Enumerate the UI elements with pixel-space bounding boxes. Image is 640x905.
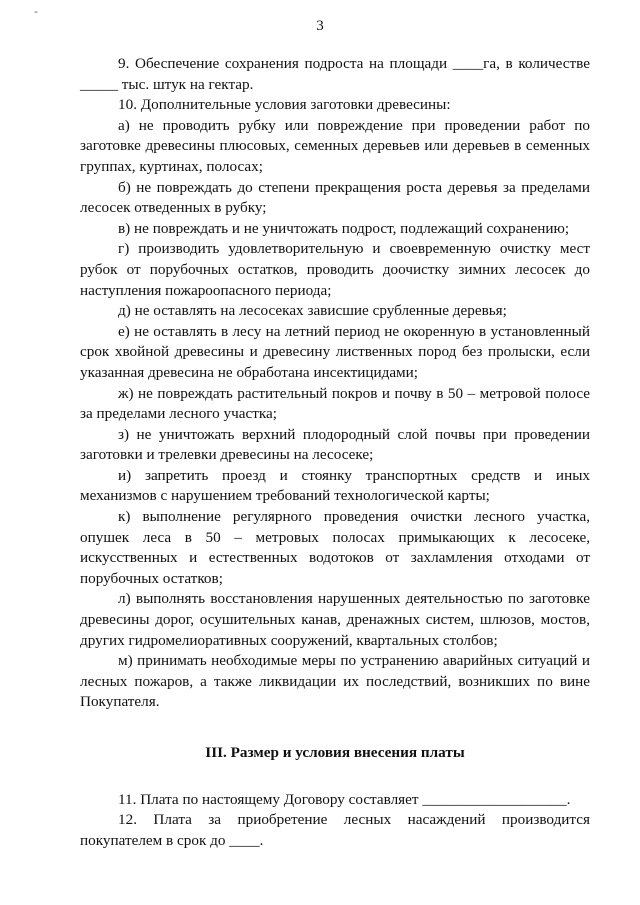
clause-10-m: м) принимать необходимые меры по устранению аварийных ситуаций и лесных пожаров, а также ликвидации их последствий, возникших по вине Покупателя. (80, 652, 590, 711)
clause-10-zh: ж) не повреждать растительный покров и почву в 50 – метровой полосе за пределами лесного участка; (80, 384, 590, 423)
section-heading: III. Размер и условия внесения платы (205, 744, 465, 761)
clause-12: 12. Плата за приобретение лесных насаждений производится покупателем в срок до ____. (80, 811, 590, 849)
clause-10-d: д) не оставлять на лесосеках зависшие срубленные деревья; (118, 302, 507, 320)
clause-9: 9. Обеспечение сохранения подроста на площади ____га, в количестве _____ тыс. штук на гектар. (80, 55, 590, 93)
clause-10-b: б) не повреждать до степени прекращения роста деревья за пределами лесосек отведенных в рубку; (80, 178, 590, 217)
clause-10: 10. Дополнительные условия заготовки древесины: (118, 96, 451, 114)
clause-10-k: к) выполнение регулярного проведения очистки лесного участка, опушек леса в 50 – метровых полосах примыкающих к лесосеке, искусственных и естественных водотоков от захламления отходами от порубочных остатков; (80, 508, 590, 587)
clause-10-v: в) не повреждать и не уничтожать подрост, подлежащий сохранению; (118, 219, 570, 237)
clause-10-a: а) не проводить рубку или повреждение при проведении работ по заготовке древесины плюсовых, семенных деревьев или деревьев в семенных группах, куртинах, полосах; (80, 116, 590, 175)
scan-corner-mark: - (34, 4, 38, 18)
page-number: 3 (316, 18, 324, 34)
clause-10-g: г) производить удовлетворительную и своевременную очистку мест рубок от порубочных остатков, проводить доочистку зимних лесосек до наступления пожароопасного периода; (80, 240, 590, 299)
clause-10-i: и) запретить проезд и стоянку транспортных средств и иных механизмов с нарушением требований технологической карты; (80, 466, 590, 505)
clause-10-z: з) не уничтожать верхний плодородный слой почвы при проведении заготовки и трелевки древесины на лесосеке; (80, 425, 590, 464)
clause-11: 11. Плата по настоящему Договору составляет ___________________. (118, 790, 571, 808)
clause-10-l: л) выполнять восстановления нарушенных деятельностью по заготовке древесины дорог, осушительных канав, дренажных систем, шлюзов, мостов, других гидромелиоративных сооружений, квартальных столбов; (80, 590, 590, 649)
document-body (80, 54, 590, 851)
clause-10-e: е) не оставлять в лесу на летний период не окоренную в установленный срок хвойной древесины и древесину лиственных пород без пролыски, если указанная древесина не обработана инсектицидами; (80, 322, 590, 381)
